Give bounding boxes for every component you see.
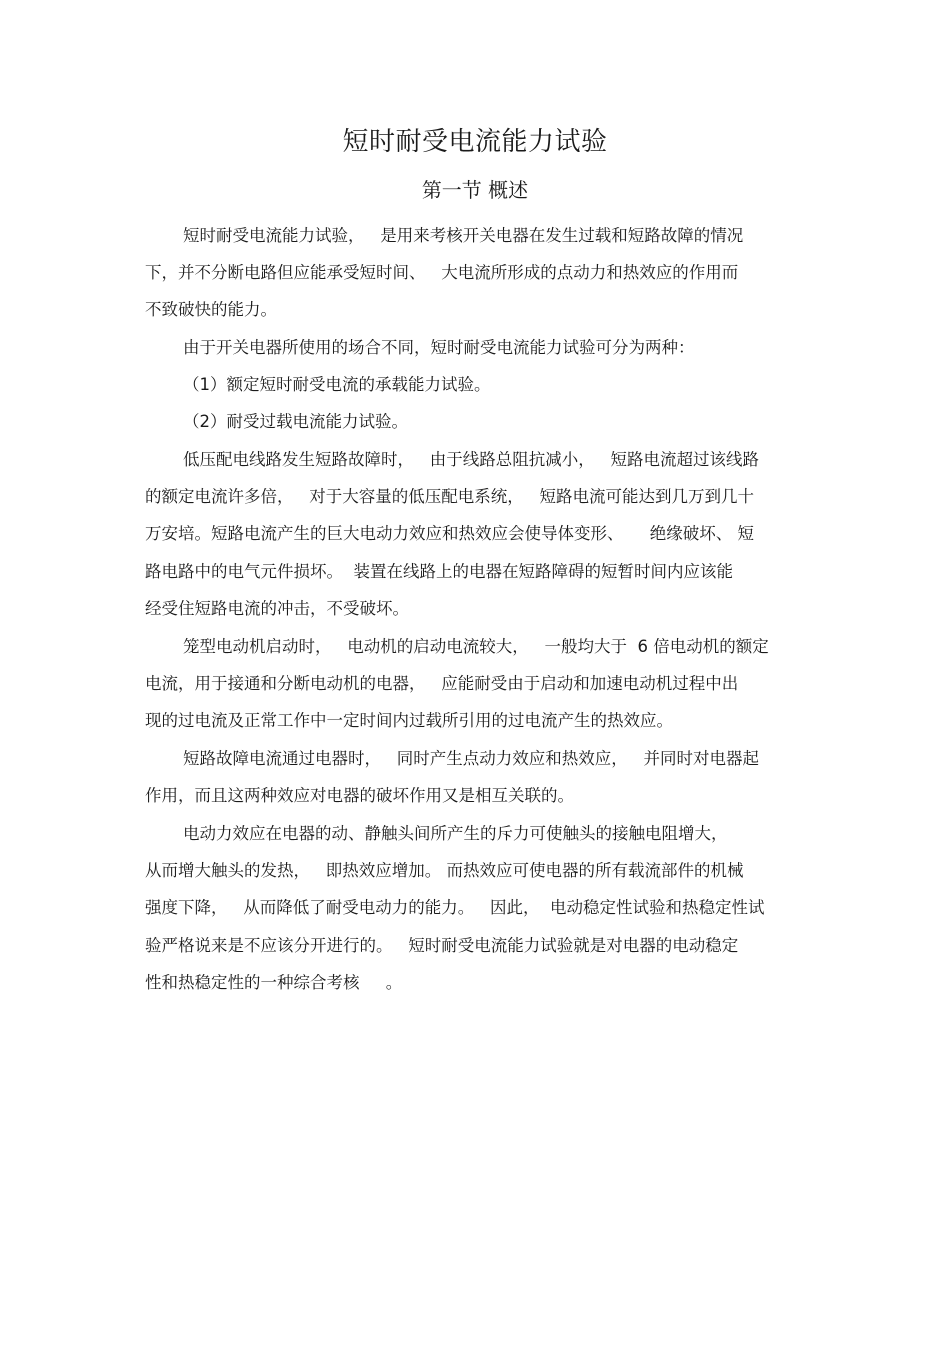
paragraph-line: 笼型电动机启动时， 电动机的启动电流较大， 一般均大于 6 倍电动机的额定	[183, 637, 769, 656]
paragraph-line: 强度下降， 从而降低了耐受电动力的能力。 因此， 电动稳定性试验和热稳定性试	[145, 898, 765, 917]
paragraph-line: 验严格说来是不应该分开进行的。 短时耐受电流能力试验就是对电器的电动稳定	[145, 936, 739, 955]
paragraph-line: 电流，用于接通和分断电动机的电器， 应能耐受由于启动和加速电动机过程中出	[145, 674, 739, 693]
paragraph-line: 现的过电流及正常工作中一定时间内过载所引用的过电流产生的热效应。	[145, 711, 673, 730]
paragraph-line: 万安培。短路电流产生的巨大电动力效应和热效应会使导体变形、 绝缘破坏、 短	[145, 524, 754, 543]
paragraph-line: 不致破快的能力。	[145, 300, 277, 319]
paragraph-line: 短时耐受电流能力试验， 是用来考核开关电器在发生过载和短路故障的情况	[183, 226, 744, 245]
list-item: （2）耐受过载电流能力试验。	[183, 412, 408, 431]
paragraph-line: 经受住短路电流的冲击，不受破坏。	[145, 599, 409, 618]
paragraph-line: 作用，而且这两种效应对电器的破坏作用又是相互关联的。	[145, 786, 574, 805]
paragraph-line: 下，并不分断电路但应能承受短时间、 大电流所形成的点动力和热效应的作用而	[145, 263, 739, 282]
paragraph-line: 从而增大触头的发热， 即热效应增加。 而热效应可使电器的所有载流部件的机械	[145, 861, 744, 880]
paragraph-line: 路电路中的电气元件损坏。 装置在线路上的电器在短路障碍的短暂时间内应该能	[145, 562, 733, 581]
paragraph-line: 短路故障电流通过电器时， 同时产生点动力效应和热效应， 并同时对电器起	[183, 749, 759, 768]
section-heading: 第一节 概述	[421, 178, 529, 202]
document-title: 短时耐受电流能力试验	[342, 127, 608, 157]
paragraph-line: 由于开关电器所使用的场合不同，短时耐受电流能力试验可分为两种：	[183, 338, 695, 357]
paragraph-line: 低压配电线路发生短路故障时， 由于线路总阻抗减小， 短路电流超过该线路	[183, 450, 759, 469]
paragraph-line: 的额定电流许多倍， 对于大容量的低压配电系统， 短路电流可能达到几万到几十	[145, 487, 754, 506]
paragraph-line: 性和热稳定性的一种综合考核 。	[145, 973, 403, 992]
list-item: （1）额定短时耐受电流的承载能力试验。	[183, 375, 491, 394]
paragraph-line: 电动力效应在电器的动、静触头间所产生的斥力可使触头的接触电阻增大，	[183, 824, 728, 843]
